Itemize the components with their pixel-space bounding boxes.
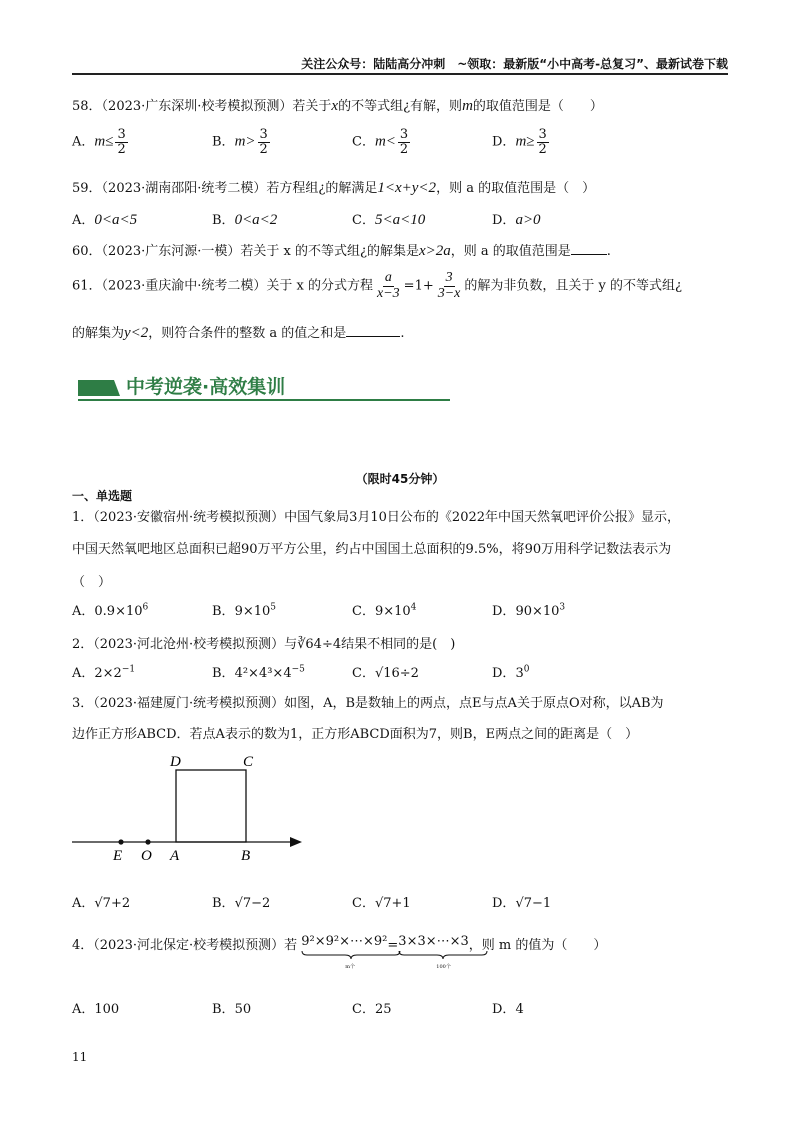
q58-prefix: 58．（2023·广东深圳·校考模拟预测）若关于 (72, 99, 332, 114)
option-label: D． (492, 213, 516, 228)
exponent: 5 (270, 602, 277, 613)
underbrace-icon (398, 950, 488, 960)
question-1-line2: 中国天然氧吧地区总面积已超90万平方公里，约占中国国土总面积的9.5%，将90万用科学记数法表示为 (72, 542, 672, 557)
point-e (118, 839, 123, 844)
q4-option-c[interactable] (352, 998, 392, 1017)
denominator: 2 (117, 141, 126, 157)
label-d: D (170, 754, 181, 770)
q2-option-a[interactable] (72, 662, 135, 681)
fraction (375, 271, 402, 301)
q58-option-a[interactable] (72, 128, 130, 156)
option-label: B． (212, 604, 235, 619)
q2-option-b[interactable] (212, 662, 305, 681)
q61-eq: =1+ (403, 278, 434, 294)
fraction (398, 128, 410, 156)
banner-title: 中考逆袭·高效集训 (126, 376, 286, 398)
arrow-right-icon (290, 837, 302, 847)
answer-blank[interactable] (346, 336, 400, 337)
option-expr: m< (374, 133, 396, 150)
q4-left-brace-group (301, 934, 388, 970)
option-expr: 5<a<10 (374, 212, 426, 228)
q4-option-b[interactable] (212, 998, 251, 1017)
q4-prefix: 4．（2023·河北保定·校考模拟预测）若 (72, 938, 298, 953)
option-expr: m> (234, 133, 256, 150)
option-label: C． (352, 1002, 375, 1017)
q2-prefix: 2．（2023·河北沧州·校考模拟预测）与 (72, 637, 298, 652)
q58-var-m: m (462, 98, 473, 114)
q4-eq: = (387, 938, 399, 953)
option-label: D． (492, 604, 516, 619)
q60-suffix: ，则 a 的取值范围是 (450, 244, 571, 259)
label-b: B (241, 848, 251, 864)
q4-left-expr: 9²×9²×⋯×9² (301, 934, 388, 949)
option-expr: √7−2 (234, 896, 271, 911)
q59-option-c[interactable] (352, 209, 425, 229)
section-banner (78, 372, 450, 402)
denominator: 2 (538, 141, 547, 157)
q58-option-c[interactable] (352, 128, 412, 156)
q4-left-count: m个 (345, 964, 356, 970)
label-a: A (170, 848, 180, 864)
exponent: 3 (559, 602, 566, 613)
q3-option-b[interactable] (212, 892, 270, 911)
option-label: D． (492, 134, 516, 150)
header-rule (72, 73, 728, 75)
option-label: B． (212, 666, 235, 681)
section-heading: 一、单选题 (72, 489, 133, 503)
option-expr: √7+1 (374, 896, 411, 911)
option-expr: 9×10 (374, 604, 411, 619)
option-label: D． (492, 896, 516, 911)
option-expr: √7−1 (515, 896, 552, 911)
q2-expr: ∛64÷4 (297, 637, 342, 652)
option-label: A． (72, 1002, 95, 1017)
q4-right-count: 100个 (436, 964, 451, 970)
option-expr: 0.9×10 (94, 604, 143, 619)
number-line-figure (70, 750, 310, 865)
option-expr: √7+2 (94, 896, 131, 911)
q4-option-a[interactable] (72, 998, 119, 1017)
q59-suffix: ，则 a 的取值范围是（ ） (436, 181, 596, 196)
option-expr: 4²×4³×4 (234, 666, 292, 681)
exponent: 0 (523, 664, 530, 675)
label-c: C (243, 754, 254, 770)
option-label: A． (72, 604, 95, 619)
question-58-stem (72, 95, 603, 115)
denominator: x−3 (377, 285, 400, 301)
option-label: B． (212, 1002, 235, 1017)
option-expr: 9×10 (234, 604, 271, 619)
option-expr: 90×10 (515, 604, 560, 619)
question-3-line1: 3．（2023·福建厦门·统考模拟预测）如图，A，B是数轴上的两点，点E与点A关于原点O对称，以AB为 (72, 696, 664, 711)
banner-flag-icon (78, 380, 120, 396)
q60-prefix: 60．（2023·广东河源·一模）若关于 x 的不等式组¿的解集是 (72, 244, 419, 259)
option-expr: 0<a<5 (94, 212, 138, 228)
option-label: C． (352, 604, 375, 619)
numerator: 3 (117, 127, 126, 142)
option-expr: 50 (234, 1002, 252, 1017)
option-label: D． (492, 666, 516, 681)
q2-suffix: 结果不相同的是( ) (341, 637, 456, 652)
numerator: 3 (399, 127, 409, 142)
fraction (436, 271, 463, 301)
q58-mid: 的不等式组¿有解，则 (338, 99, 463, 114)
question-1-line3: （ ） (72, 575, 112, 590)
square-abcd (176, 770, 246, 842)
q1-option-b[interactable] (212, 600, 276, 619)
q61-line2-suffix: ，则符合条件的整数 a 的值之和是 (148, 326, 347, 341)
q58-option-b[interactable] (212, 128, 272, 156)
option-label: B． (212, 134, 235, 150)
q60-condition: x>2a (418, 243, 451, 259)
q4-option-d[interactable] (492, 998, 524, 1017)
option-label: B． (212, 896, 235, 911)
fraction (115, 128, 127, 156)
option-expr: a>0 (515, 212, 541, 228)
option-label: C． (352, 134, 375, 150)
label-o: O (141, 848, 152, 864)
exponent: 6 (142, 602, 149, 613)
question-61-stem (72, 271, 682, 301)
option-label: B． (212, 213, 235, 228)
option-label: A． (72, 896, 95, 911)
question-59-stem (72, 177, 595, 197)
q61-condition: y<2 (124, 325, 149, 341)
question-3-line2: 边作正方形ABCD．若点A表示的数为1，正方形ABCD面积为7，则B，E两点之间的距离是（ ） (72, 727, 639, 742)
q1-option-a[interactable] (72, 600, 148, 619)
question-60-stem (72, 240, 611, 260)
option-label: D． (492, 1002, 516, 1017)
exponent: −5 (291, 664, 305, 675)
answer-blank[interactable] (571, 254, 607, 255)
denominator: 2 (399, 141, 409, 157)
option-expr: m≥ (515, 133, 535, 150)
option-label: A． (72, 666, 95, 681)
numerator: a (384, 270, 392, 285)
q61-prefix: 61．（2023·重庆渝中·统考二模）关于 x 的分式方程 (72, 278, 373, 294)
q2-option-c[interactable] (352, 662, 419, 681)
q1-option-d[interactable] (492, 600, 565, 619)
option-expr: m≤ (94, 133, 114, 150)
q59-option-b[interactable] (212, 209, 277, 229)
q59-option-d[interactable] (492, 209, 541, 229)
q58-suffix: 的取值范围是（ ） (472, 99, 603, 114)
q4-right-expr: 3×3×⋯×3 (398, 934, 469, 949)
option-expr: √16÷2 (374, 666, 419, 681)
exponent: −1 (121, 664, 136, 675)
option-label: C． (352, 666, 375, 681)
numerator: 3 (445, 270, 453, 285)
option-expr: 25 (374, 1002, 392, 1017)
question-4-stem (72, 934, 607, 970)
denominator: 2 (259, 141, 268, 157)
q4-suffix: ，则 m 的值为（ ） (468, 938, 607, 953)
page-header: 关注公众号：陆陆高分冲刺 ~领取：最新版“小中高考-总复习”、最新试卷下载 (301, 57, 728, 71)
page-number: 11 (72, 1050, 88, 1064)
q2-option-d[interactable] (492, 662, 529, 681)
option-label: A． (72, 213, 95, 228)
q58-option-d[interactable] (492, 128, 551, 156)
question-1-line1: 1．（2023·安徽宿州·统考模拟预测）中国气象局3月10日公布的《2022年中国天然氧吧评价公报》显示， (72, 510, 681, 525)
time-limit: （限时45分钟） (355, 472, 445, 486)
q1-option-c[interactable] (352, 600, 416, 619)
option-label: C． (352, 896, 375, 911)
option-label: A． (72, 134, 95, 150)
option-expr: 2×2 (94, 666, 122, 681)
q3-option-c[interactable] (352, 892, 411, 911)
point-o (145, 839, 150, 844)
option-expr: 4 (515, 1002, 524, 1017)
q58-var-x: x (331, 98, 339, 114)
label-e: E (113, 848, 123, 864)
q3-option-a[interactable] (72, 892, 130, 911)
question-2-stem (72, 633, 455, 652)
q61-end: . (400, 326, 405, 341)
q60-end: . (606, 244, 611, 259)
option-label: C． (352, 213, 375, 228)
option-expr: 100 (94, 1002, 120, 1017)
q59-option-a[interactable] (72, 209, 137, 229)
q61-line2-prefix: 的解集为 (72, 326, 125, 341)
q61-suffix: 的解为非负数，且关于 y 的不等式组¿ (464, 278, 682, 294)
exponent: 4 (410, 602, 417, 613)
q59-condition: 1<x+y<2 (377, 180, 437, 196)
option-expr: 3 (515, 666, 524, 681)
q4-right-brace-group (398, 934, 469, 970)
question-61-line2 (72, 322, 404, 342)
fraction (537, 128, 549, 156)
q3-option-d[interactable] (492, 892, 551, 911)
numerator: 3 (538, 127, 547, 142)
underbrace-icon (301, 950, 401, 960)
denominator: 3−x (437, 285, 461, 301)
q59-prefix: 59．（2023·湖南邵阳·统考二模）若方程组¿的解满足 (72, 181, 378, 196)
fraction (258, 128, 270, 156)
option-expr: 0<a<2 (234, 212, 278, 228)
numerator: 3 (259, 127, 268, 142)
